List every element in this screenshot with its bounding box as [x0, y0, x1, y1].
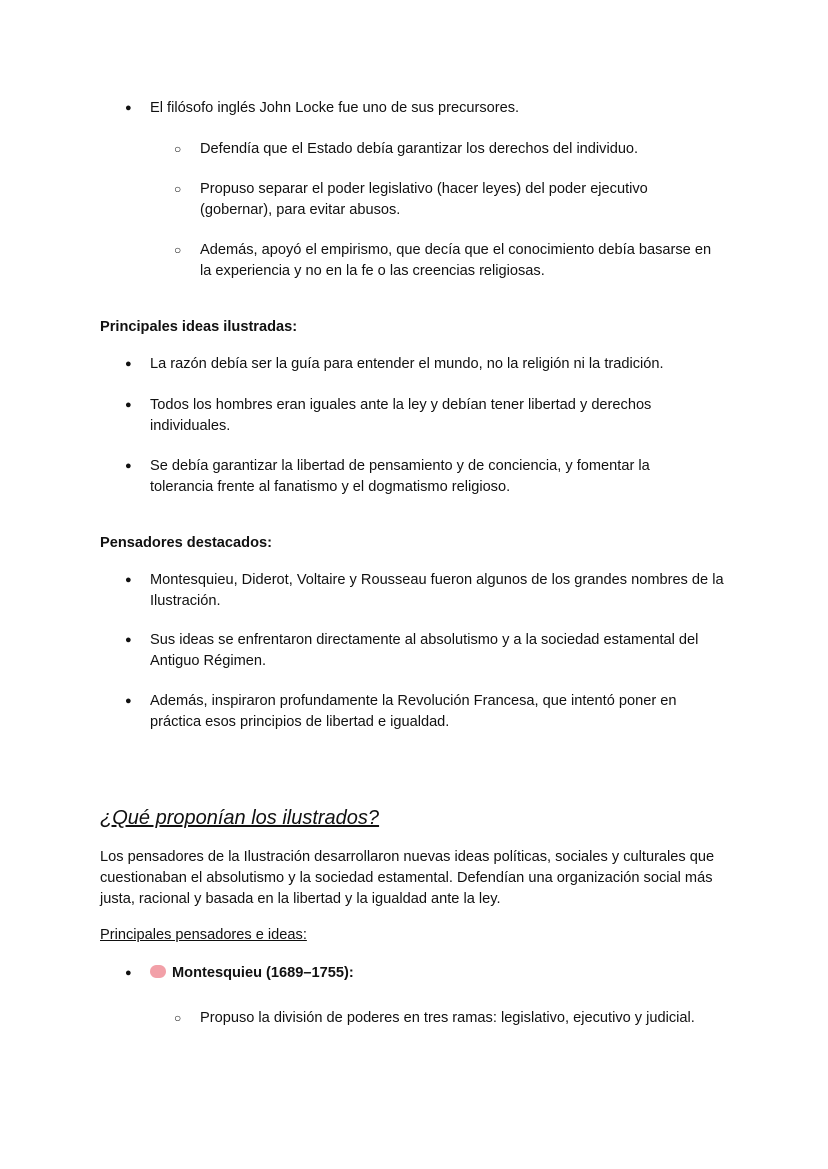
list-item-montesquieu — [150, 963, 740, 984]
section-heading: Principales ideas ilustradas: — [100, 319, 298, 335]
sub-list-item: ○ Propuso separar el poder legislativo (hacer leyes) del poder ejecutivo (gobernar), para evitar abusos. — [200, 179, 680, 221]
list-item: ● El filósofo inglés John Locke fue uno de sus precursores. — [150, 98, 740, 119]
list-item: ● Todos los hombres eran iguales ante la ley y debían tener libertad y derechos individuales. — [150, 395, 690, 437]
subheading: Principales pensadores e ideas: — [100, 927, 307, 943]
section-heading: Pensadores destacados: — [100, 535, 272, 551]
list-item: ● Se debía garantizar la libertad de pensamiento y de conciencia, y fomentar la tolerancia frente al fanatismo y el dogmatismo religioso. — [150, 456, 690, 498]
brain-icon — [150, 965, 166, 978]
list-item: ● La razón debía ser la guía para entender el mundo, no la religión ni la tradición. — [150, 354, 740, 375]
list-item: ● Sus ideas se enfrentaron directamente al absolutismo y a la sociedad estamental del Antiguo Régimen. — [150, 630, 735, 672]
sub-list-item: ○ Propuso la división de poderes en tres ramas: legislativo, ejecutivo y judicial. — [200, 1008, 760, 1029]
list-item: ● Montesquieu, Diderot, Voltaire y Rousseau fueron algunos de los grandes nombres de la Ilustración. — [150, 570, 725, 612]
thinker-name: Montesquieu (1689–1755): — [172, 965, 354, 981]
sub-list-item: ○ Además, apoyó el empirismo, que decía que el conocimiento debía basarse en la experiencia y no en la fe o las creencias religiosas. — [200, 240, 725, 282]
intro-paragraph: Los pensadores de la Ilustración desarrollaron nuevas ideas políticas, sociales y culturales que cuestionaban el absolutismo y la sociedad estamental. Defendían una organización social más justa, racional y basada en la libertad y la igualdad ante la ley. — [100, 849, 715, 907]
page-title: ¿Qué proponían los ilustrados? — [100, 807, 380, 829]
sub-list-item: ○ Defendía que el Estado debía garantizar los derechos del individuo. — [200, 139, 740, 160]
list-item: ● Además, inspiraron profundamente la Revolución Francesa, que intentó poner en práctica esos principios de libertad e igualdad. — [150, 691, 715, 733]
